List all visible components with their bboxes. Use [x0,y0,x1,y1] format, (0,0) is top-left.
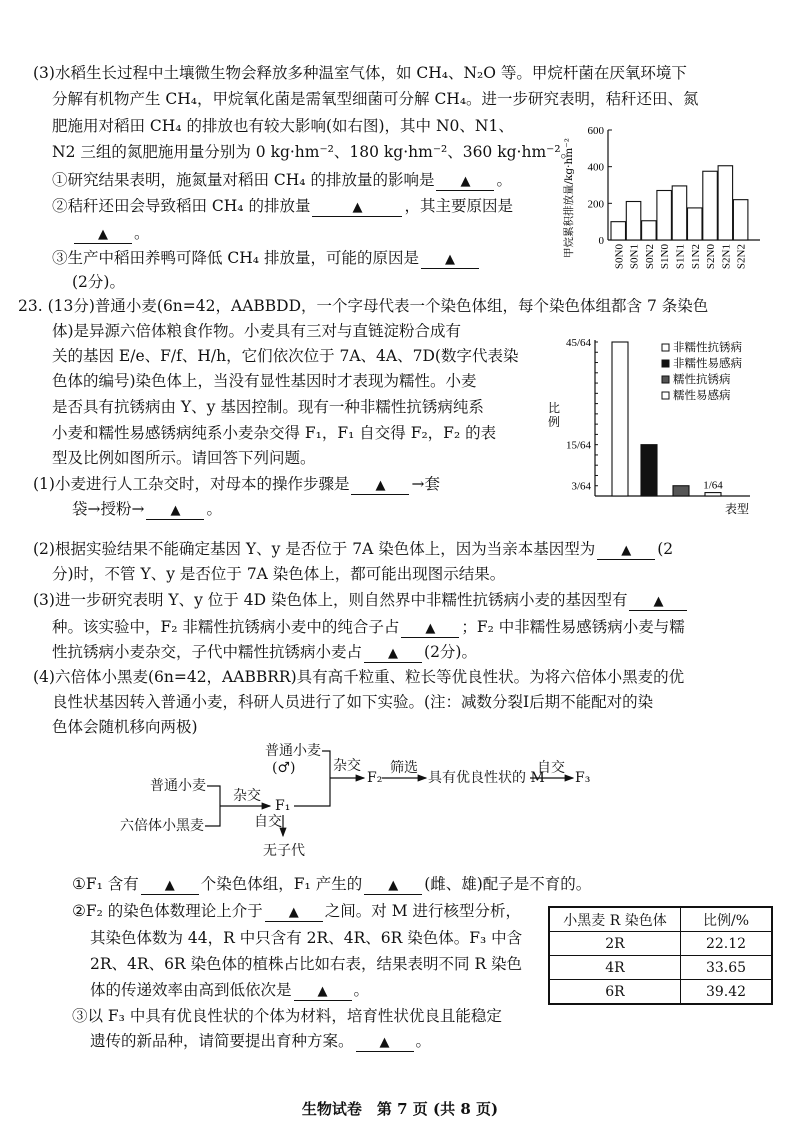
text-segment: 遗传的新品种，请简要提出育种方案。 [90,1032,354,1050]
y-tick-label: 45/64 [565,337,591,349]
text-segment: 体)是异源六倍体粮食作物。小麦具有三对与直链淀粉合成有 [52,322,462,340]
y-tick-label: 3/64 [571,480,591,493]
self-label-1: 自交 [254,814,282,830]
text-segment: ①研究结果表明，施氮量对稻田 CH₄ 的排放量的影响是 [52,171,435,189]
text-segment: (4)六倍体小黑麦(6n=42，AABBRR)具有高千粒重、粒长等优良性状。为将六倍体小黑麦的优 [33,668,685,686]
text-segment: 个染色体组，F₁ 产生的 [200,875,363,893]
answer-blank: ▲ [351,478,409,495]
cross-label-2: 杂交 [333,758,361,774]
legend-label: 糯性易感病 [673,388,731,402]
answer-blank: ▲ [265,905,323,922]
text-segment: (3)水稻生长过程中土壤微生物会释放多种温室气体，如 CH₄、N₂O 等。甲烷杆菌在厌氧环境下 [33,64,687,82]
answer-blank: ▲ [364,646,422,663]
x-tick-label: S2N1 [720,244,733,270]
text-segment: →套 [411,475,440,493]
text-segment: (2 [657,540,674,558]
answer-blank: ▲ [141,878,199,895]
text-segment: ①F₁ 含有 [72,875,139,893]
table-cell: 33.65 [681,956,773,980]
text-segment: ②秸秆还田会导致稻田 CH₄ 的排放量 [52,197,311,215]
text-segment: 。 [353,981,370,999]
bar [673,486,689,496]
x-tick-label: S0N2 [643,244,656,270]
answer-blank: ▲ [146,503,204,520]
text-segment: 之间。对 M 进行核型分析， [324,902,522,920]
text-segment: (雌、雄)配子是不育的。 [424,875,592,893]
answer-blank: ▲ [312,200,402,217]
text-segment: ，其主要原因是 [404,197,513,215]
text-segment: 性抗锈病小麦杂交，子代中糯性抗锈病小麦占 [52,643,363,661]
bar [641,445,657,496]
x-tick-label: S2N2 [735,244,748,270]
text-segment: 。 [134,224,150,242]
answer-blank: ▲ [421,252,479,269]
text-segment: ②F₂ 的染色体数理论上介于 [72,902,263,920]
text-segment: 23. (13分)普通小麦(6n=42，AABBDD，一个字母代表一个染色体组，每个染色体组都含 7 条染色 [18,297,709,315]
answer-blank: ▲ [294,984,352,1001]
legend-swatch [662,360,669,367]
answer-blank: ▲ [629,594,687,611]
y-tick-label: 0 [598,235,604,247]
text-segment: 其染色体数为 44，R 中只含有 2R、4R、6R 染色体。F₃ 中含 [90,929,523,947]
answer-blank: ▲ [436,174,494,191]
y-tick-label: 15/64 [565,439,591,452]
text-segment: 关的基因 E/e、F/f、H/h，它们依次位于 7A、4A、7D(数字代表染 [52,347,519,365]
self-label-2: 自交 [537,760,565,776]
text-segment: 是否具有抗锈病由 Y、y 基因控制。现有一种非糯性抗锈病纯系 [52,398,484,416]
legend-label: 糯性抗锈病 [673,372,731,386]
text-segment: (1)小麦进行人工杂交时，对母本的操作步骤是 [33,475,350,493]
table-header: 比例/% [681,907,773,932]
legend-label: 非糯性易感病 [673,356,742,370]
text-segment: ③以 F₃ 中具有优良性状的个体为材料，培育性状优良且能稳定 [72,1007,502,1025]
answer-blank: ▲ [597,543,655,560]
text-segment: 。 [206,500,222,518]
table-header: 小黑麦 R 染色体 [549,907,681,932]
triticale-label: 六倍体小黑麦 [120,818,204,834]
text-segment: 色体的编号)染色体上，当没有显性基因时才表现为糯性。小麦 [52,372,477,390]
text-segment: 。 [496,171,512,189]
f2-label: F₂ [367,770,383,786]
x-tick-label: S1N1 [674,244,687,270]
y-tick-label: 400 [587,161,604,174]
text-segment: 种。该实验中，F₂ 非糯性抗锈病小麦中的纯合子占 [52,618,400,636]
text-segment: N2 三组的氮肥施用量分别为 0 kg·hm⁻²、180 kg·hm⁻²、360 kg·hm⁻²。 [52,143,577,161]
text-segment: (2)根据实验结果不能确定基因 Y、y 是否位于 7A 染色体上，因为当亲本基因型为 [33,540,596,558]
x-tick-label: S0N1 [628,244,641,270]
x-tick-label: S1N0 [659,244,672,270]
text-segment: 。 [415,1032,432,1050]
text-segment: 袋→授粉→ [72,500,145,518]
wheat-label: 普通小麦 [150,778,206,794]
legend-swatch [662,376,669,383]
text-segment: 2R、4R、6R 染色体的植株占比如右表，结果表明不同 R 染色 [90,955,523,973]
y-axis-label: 例 [548,415,561,429]
text-segment: ③生产中稻田养鸭可降低 CH₄ 排放量，可能的原因是 [52,249,419,267]
answer-blank: ▲ [74,227,132,244]
legend-label: 非糯性抗锈病 [673,340,742,354]
answer-blank: ▲ [401,621,459,638]
answer-blank: ▲ [364,878,422,895]
text-segment: 体的传递效率由高到低依次是 [90,981,292,999]
text-segment: (2分)。 [72,273,125,291]
cross-label-1: 杂交 [233,788,261,804]
legend-swatch [662,392,669,399]
text-segment: 分)时，不管 Y、y 是否位于 7A 染色体上，都可能出现图示结果。 [52,565,506,583]
legend-swatch [662,344,669,351]
x-axis-label: 表型 [725,502,750,516]
y-tick-label: 600 [587,125,604,137]
text-segment: ；F₂ 中非糯性易感锈病小麦与糯 [461,618,685,636]
text-segment: 小麦和糯性易感锈病纯系小麦杂交得 F₁，F₁ 自交得 F₂，F₂ 的表 [52,424,497,442]
table-cell: 39.42 [681,980,773,1005]
x-tick-label: S2N0 [705,244,718,270]
answer-blank: ▲ [356,1035,414,1052]
bar [612,342,628,496]
text-segment: (2分)。 [424,643,477,661]
wheat-male-label: 普通小麦 [265,743,321,759]
f1-label: F₁ [275,798,291,814]
data-label: 1/64 [703,479,723,492]
text-segment: 型及比例如图所示。请回答下列问题。 [52,449,316,467]
table-cell: 2R [549,932,681,956]
male-symbol: (♂) [272,760,296,776]
no-offspring-label: 无子代 [263,843,305,859]
m-label: 具有优良性状的 M [428,770,545,786]
y-axis-label: 甲烷累积排放量/kg·hm⁻² [563,138,575,258]
text-segment: (3)进一步研究表明 Y、y 位于 4D 染色体上，则自然界中非糯性抗锈病小麦的基因型有 [33,591,628,609]
screen-label: 筛选 [390,760,418,776]
f3-label: F₃ [575,770,591,786]
text-segment: 良性状基因转入普通小麦，科研人员进行了如下实验。(注：减数分裂Ⅰ后期不能配对的染 [52,693,654,711]
y-axis-label: 比 [548,401,561,415]
table-cell: 6R [549,980,681,1005]
x-tick-label: S0N0 [613,244,626,270]
text-segment: 色体会随机移向两极) [52,718,198,736]
y-tick-label: 200 [587,198,604,211]
table-cell: 4R [549,956,681,980]
text-segment: 肥施用对稻田 CH₄ 的排放也有较大影响(如右图)，其中 N0、N1、 [52,117,514,135]
bar [705,493,721,496]
page-footer: 生物试卷 第 7 页 (共 8 页) [301,1100,499,1118]
x-tick-label: S1N2 [689,244,702,270]
text-segment: 分解有机物产生 CH₄，甲烷氧化菌是需氧型细菌可分解 CH₄。进一步研究表明，秸秆还田、氮 [52,90,699,108]
table-cell: 22.12 [681,932,773,956]
